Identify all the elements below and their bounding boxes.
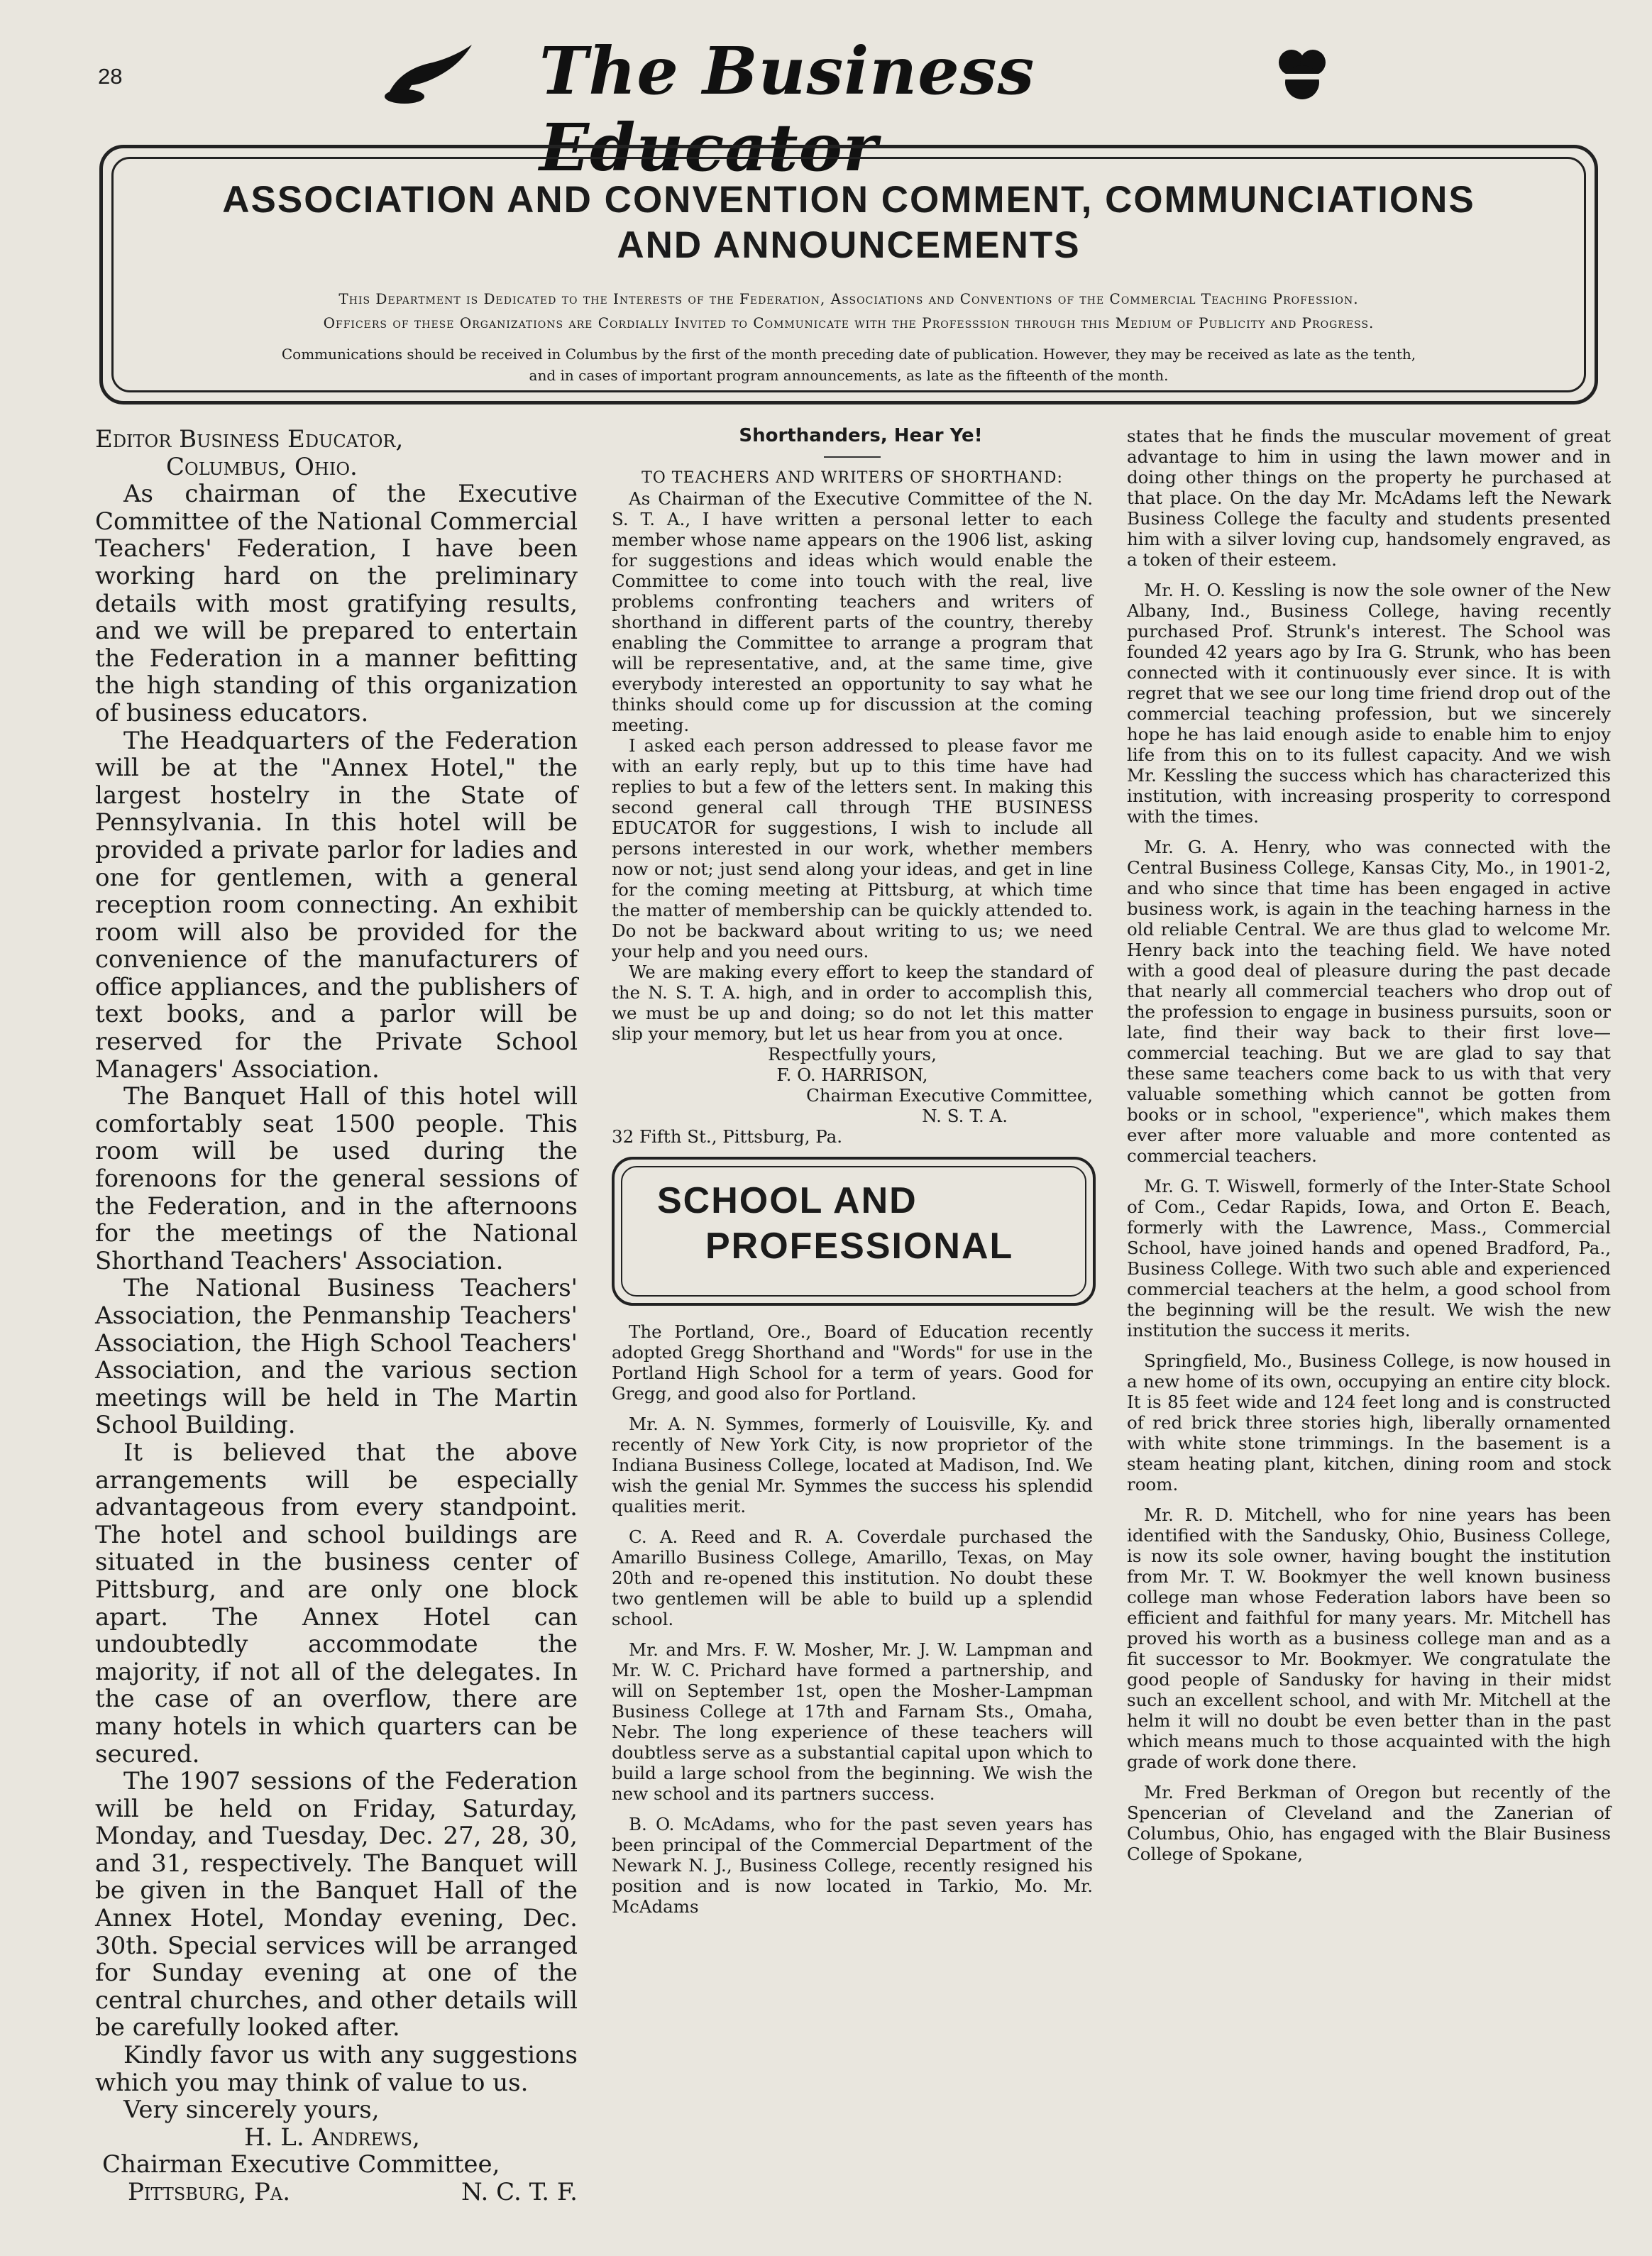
right-column [1127, 426, 1611, 1864]
news-item: Mr. H. O. Kessling is now the sole owner of the New Albany, Ind., Business College, having recently purchased Prof. Strunk's interest. The School was founded 42 years ago by Ira G. Strunk, who has been connected with it continuously ever since. It is with regret that we see our long time friend drop out of the commercial teaching profession, but we sincerely hope he has laid enough aside to enable him to enjoy life from this on to its fullest capacity. And we wish Mr. Kessling the success which has characterized this institution, with increasing prosperity to correspond with the times. [1127, 580, 1611, 827]
closing: Very sincerely yours, [123, 2096, 380, 2125]
header-title-line2: AND ANNOUNCEMENTS [617, 224, 1081, 266]
header-invitation: Officers of these Organizations are Cordially Invited to Communicate with the Professsion through this Medium of Publicity and Progress. [323, 314, 1375, 331]
news-item: Mr. G. T. Wiswell, formerly of the Inter-State School of Com., Cedar Rapids, Iowa, and Orton E. Beach, formerly with the Lawrence, Mass., Commercial School, have joined hands and opened Bradford, Pa., Business College. With two such able and experienced commercial teachers at the helm, a good school from the beginning will be the result. We wish the new institution the success it merits. [1127, 1176, 1611, 1341]
news-item: states that he finds the muscular movement of great advantage to him in using the lawn mower and in doing other things on the property he purchased at that place. On the day Mr. McAdams left the Newark Business College the faculty and students presented him with a silver loving cup, handsomely engraved, as a token of their esteem. [1127, 426, 1611, 570]
paragraph: As Chairman of the Executive Committee of the N. S. T. A., I have written a personal letter to each member whose name appears on the 1906 list, asking for suggestions and ideas which would enable the Committee to come into touch with the real, live problems confronting teachers and writers of shorthand in different parts of the country, thereby enabling the Committee to arrange a program that will be representative, and, at the same time, give everybody interested an opportunity to say what he thinks should come up for discussion at the coming meeting. [612, 488, 1093, 735]
section-heading-box [612, 1157, 1096, 1306]
masthead [383, 28, 1206, 186]
address-line: TO TEACHERS AND WRITERS OF SHORTHAND: [641, 469, 1063, 487]
news-item: Mr. R. D. Mitchell, who for nine years has been identified with the Sandusky, Ohio, Business College, is now its sole owner, having bought the institution from Mr. T. W. Bookmyer the well known business college man whose Federation labors have been so efficient and faithful for many years. Mr. Mitchell has proved his worth as a business college man and as a fit successor to Mr. Bookmyer. We congratulate the good people of Sandusky for having in their midst such an excellent school, and with Mr. Mitchell at the helm it will no doubt be even better than in the past which means much to those acquainted with the high grade of work done there. [1127, 1504, 1611, 1772]
paragraph: The National Business Teachers' Association, the Penmanship Teachers' Association, the High School Teachers' Association, and the various section meetings will be held in The Martin School Building. [95, 1274, 578, 1440]
paragraph: I asked each person addressed to please favor me with an early reply, but up to this time have had replies to but a few of the letters sent. In making this second general call through THE BUSINESS EDUCATOR for suggestions, I wish to include all persons interested in our work, whether members now or not; just send along your ideas, and get in line for the coming meeting at Pittsburg, at which time the matter of membership can be quickly attended to. Do not be backward about writing to us; we need your help and you need ours. [612, 735, 1093, 962]
page-number: 28 [98, 64, 123, 89]
signature-org: N. C. T. F. [461, 2178, 578, 2206]
header-note-line1: Communications should be received in Columbus by the first of the month preceding date of publication. However, they may be received as late as the tenth, [281, 346, 1416, 363]
signature-title: Chairman Executive Committee, [102, 2150, 500, 2179]
paragraph: We are making every effort to keep the standard of the N. S. T. A. high, and in order to accomplish this, we must be up and doing; so do not let this matter slip your memory, but let us hear from you at once. [612, 962, 1093, 1044]
paragraph: The Banquet Hall of this hotel will comfortably seat 1500 people. This room will be used during the forenoons for the general sessions of the Federation, and in the afternoons for the meetings of the National Shorthand Teachers' Association. [95, 1082, 578, 1275]
news-item: B. O. McAdams, who for the past seven years has been principal of the Commercial Department of the Newark N. J., Business College, recently resigned his position and is now located in Tarkio, Mo. Mr. McAdams [612, 1814, 1093, 1917]
quill-icon [383, 41, 475, 108]
news-item: C. A. Reed and R. A. Coverdale purchased the Amarillo Business College, Amarillo, Texas, on May 20th and re-opened this institution. No doubt these two gentlemen will be able to build up a splendid school. [612, 1526, 1093, 1629]
news-item: Mr. Fred Berkman of Oregon but recently of the Spencerian of Cleveland and the Zanerian of Columbus, Ohio, has engaged with the Blair Business College of Spokane, [1127, 1782, 1611, 1864]
header-note-line2: and in cases of important program announcements, as late as the fifteenth of the month. [529, 367, 1169, 384]
signature-org: N. S. T. A. [922, 1106, 1008, 1126]
signature-title: Chairman Executive Committee, [806, 1085, 1093, 1106]
signature-name: H. L. Andrews, [244, 2123, 420, 2152]
news-item: Mr. A. N. Symmes, formerly of Louisville, Ky. and recently of New York City, is now proprietor of the Indiana Business College, located at Madison, Ind. We wish the genial Mr. Symmes the success his splendid qualities merit. [612, 1414, 1093, 1517]
closing: Respectfully yours, [768, 1044, 937, 1064]
paragraph: As chairman of the Executive Committee of the National Commercial Teachers' Federation, I have been working hard on the preliminary details with most gratifying results, and we will be prepared to entertain the Federation in a manner befitting the high standing of this organization of business educators. [95, 480, 578, 727]
salutation-editor: Editor Business Educator, [95, 425, 404, 453]
paragraph: The Headquarters of the Federation will be at the "Annex Hotel," the largest hostelry in the State of Pennsylvania. In this hotel will be provided a private parlor for ladies and one for gentlemen, with a general reception room connecting. An exhibit room will also be provided for the convenience of the manufacturers of office appliances, and the publishers of text books, and a parlor will be reserved for the Private School Managers' Association. [95, 726, 578, 1084]
ornament-icon [1270, 43, 1334, 109]
news-item: The Portland, Ore., Board of Education recently adopted Gregg Shorthand and "Words" for use in the Portland High School for a term of years. Good for Gregg, and good also for Portland. [612, 1321, 1093, 1404]
news-item: Mr. G. A. Henry, who was connected with the Central Business College, Kansas City, Mo., in 1901-2, and who since that time has been engaged in active business work, is again in the teaching harness in the old reliable Central. We are thus glad to welcome Mr. Henry back into the teaching field. We have noted with a good deal of pleasure during the past decade that nearly all commercial teachers who drop out of the profession to engage in business pursuits, soon or late, find their way back to their first love—commercial teaching. But we are glad to say that these same teachers come back to us with that very valuable something which cannot be gotten from books or in school, "experience", which makes them ever after more valuable and more contented as commercial teachers. [1127, 837, 1611, 1166]
paragraph: Kindly favor us with any suggestions which you may think of value to us. [95, 2041, 578, 2097]
signature-name: F. O. HARRISON, [776, 1064, 928, 1085]
news-item: Mr. and Mrs. F. W. Mosher, Mr. J. W. Lampman and Mr. W. C. Prichard have formed a partnership, and will on September 1st, open the Mosher-Lampman Business College at 17th and Farnam Sts., Omaha, Nebr. The long experience of these teachers will doubtless serve as a substantial capital upon which to build a large school from the beginning. We wish the new school and its partners success. [612, 1639, 1093, 1804]
header-title-line1: ASSOCIATION AND CONVENTION COMMENT, COMMUNCIATIONS [222, 179, 1475, 221]
signature-address: 32 Fifth St., Pittsburg, Pa. [612, 1126, 843, 1147]
masthead-title: The Business Educator [539, 33, 1035, 186]
paragraph: The 1907 sessions of the Federation will be held on Friday, Saturday, Monday, and Tuesday, Dec. 27, 28, 30, and 31, respectively. The Banquet will be given in the Banquet Hall of the Annex Hotel, Monday evening, Dec. 30th. Special services will be arranged for Sunday evening at one of the central churches, and other details will be carefully looked after. [95, 1767, 578, 2042]
header-dedication: This Department is Dedicated to the Interests of the Federation, Associations and Conventions of the Commercial Teaching Profession. [338, 290, 1359, 307]
shorthanders-headline: Shorthanders, Hear Ye! [739, 425, 983, 446]
paragraph: It is believed that the above arrangements will be especially advantageous from every standpoint. The hotel and school buildings are situated in the business center of Pittsburg, and are only one block apart. The Annex Hotel can undoubtedly accommodate the majority, if not all of the delegates. In the case of an overflow, there are many hotels in which quarters can be secured. [95, 1438, 578, 1768]
divider [824, 456, 881, 458]
left-column [95, 426, 578, 2206]
section-title-line1: SCHOOL AND [657, 1180, 918, 1221]
middle-column [612, 426, 1093, 1917]
news-item: Springfield, Mo., Business College, is now housed in a new home of its own, occupying an entire city block. It is 85 feet wide and 124 feet long and is constructed of red brick three stories high, liberally ornamented with white stone trimmings. In the basement is a steam heating plant, kitchen, dining room and stock room. [1127, 1350, 1611, 1495]
department-header [99, 145, 1598, 405]
section-title-line2: PROFESSIONAL [705, 1226, 1014, 1267]
salutation-city: Columbus, Ohio. [166, 452, 358, 481]
signature-place: Pittsburg, Pa. [128, 2178, 290, 2206]
